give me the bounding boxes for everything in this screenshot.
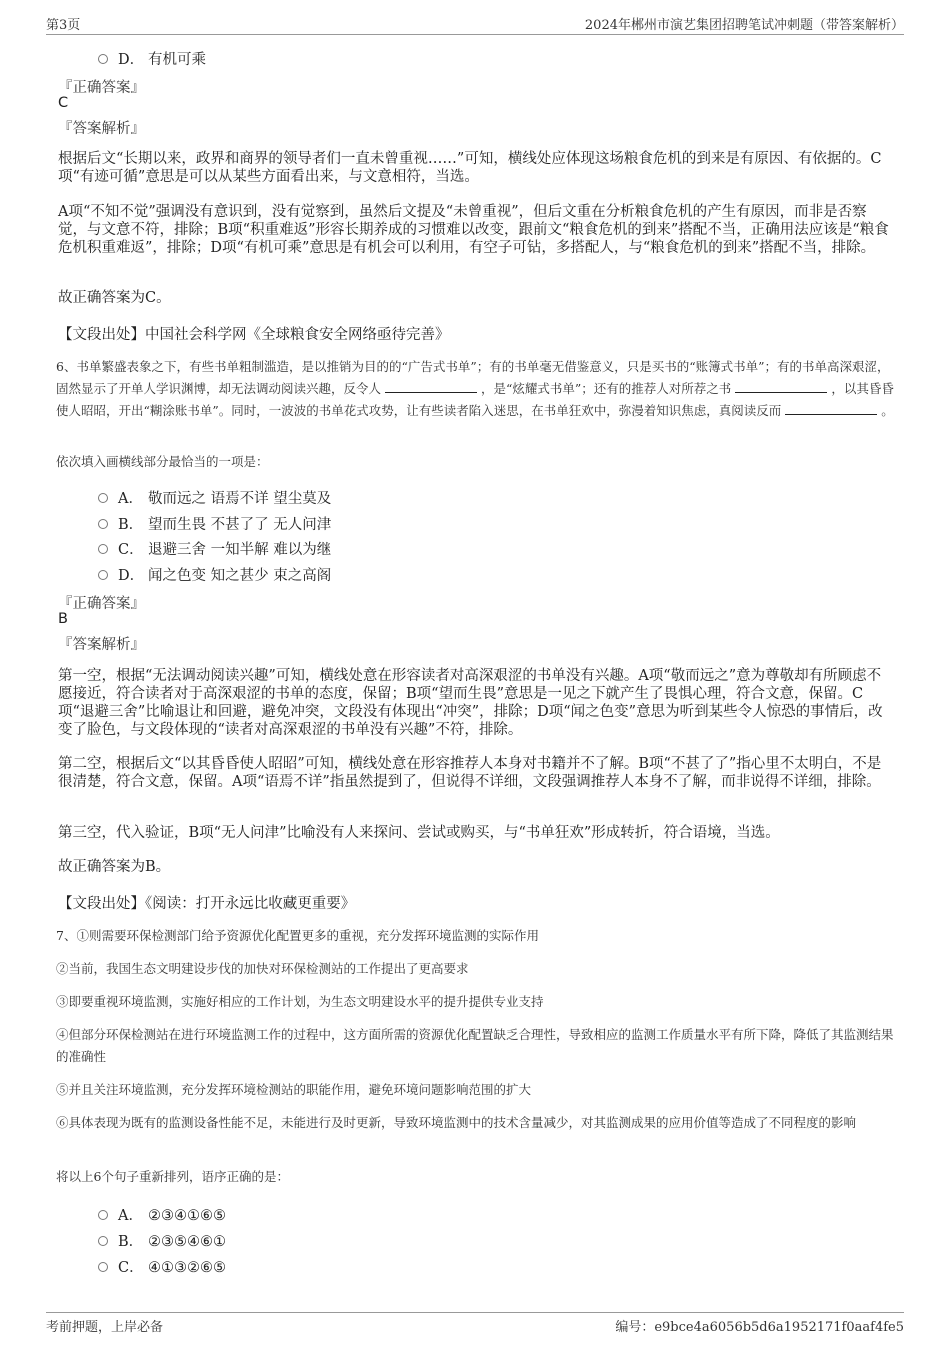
- q6-answer: B: [58, 611, 68, 627]
- q6-analysis-p3: 第三空，代入验证，B项“无人问津”比喻没有人来探问、尝试或购买，与“书单狂欢”形成转折，符合语境，当选。: [58, 825, 780, 841]
- q6-option-c[interactable]: C． 退避三舍 一知半解 难以为继: [98, 538, 331, 559]
- q5-analysis-p2: A项“不知不觉”强调没有意识到，没有觉察到，虽然后文提及“未曾重视”，但后文重在分析粮食危机的产生有原因，而非是否察觉，与文意不符，排除；B项“积重难返”形容长期养成的习惯难以改变，跟前文“粮食危机的到来”搭配不当，正确用法应该是“粮食危机积重难返”，排除；D项“有机可乘”意思是有机会可以利用，有空子可钻，多搭配人，与“粮食危机的到来”搭配不当，排除。: [58, 204, 889, 256]
- blank-3: [785, 402, 877, 415]
- q6-option-d[interactable]: D． 闻之色变 知之甚少 束之高阁: [98, 564, 331, 585]
- document-title: 2024年郴州市演艺集团招聘笔试冲刺题（带答案解析）: [584, 18, 904, 33]
- q7-option-b[interactable]: B． ②③⑤④⑥①: [98, 1230, 226, 1251]
- page-number: 第3页: [46, 18, 81, 33]
- footer-slogan: 考前押题，上岸必备: [46, 1320, 164, 1335]
- q7-sentence-5: ⑤并且关注环境监测，充分发挥环境检测站的职能作用，避免环境问题影响范围的扩大: [56, 1082, 532, 1097]
- radio-icon[interactable]: [98, 544, 108, 554]
- radio-icon[interactable]: [98, 1262, 108, 1272]
- q5-answer: C: [58, 95, 69, 111]
- q6-stem: 6、书单繁盛表象之下，有些书单粗制滥造，是以推销为目的的“广告式书单”；有的书单毫无借鉴意义，只是买书的“账簿式书单”；有的书单高深艰涩，固然显示了开单人学识渊博，却无法调动阅读兴趣，反令人 ，是“炫耀式书单”；还有的推荐人对所荐之书 ，以其昏昏使人昭昭，开出“糊涂账书单”。同时，一波波的书单花式攻势，让有些读者陷入迷思，在书单狂欢中，弥漫着知识焦虑，真阅读反而 。: [56, 359, 894, 418]
- q6-option-b[interactable]: B． 望而生畏 不甚了了 无人问津: [98, 513, 331, 534]
- q6-analysis-p1: 第一空，根据“无法调动阅读兴趣”可知，横线处意在形容读者对高深艰涩的书单没有兴趣。A项“敬而远之”意为尊敬却有所顾虑不愿接近，符合读者对于高深艰涩的书单的态度，保留；B项“望而生畏”意思是一见之下就产生了畏惧心理，符合文意，保留。C项“退避三舍”比喻退让和回避，避免冲突，文段没有体现出“冲突”，排除；D项“闻之色变”意思为听到某些令人惊恐的事情后，改变了脸色，与文段体现的“读者对高深艰涩的书单没有兴趣”不符，排除。: [58, 668, 883, 738]
- blank-1: [385, 380, 477, 393]
- q7-sentence-4: ④但部分环保检测站在进行环境监测工作的过程中，这方面所需的资源优化配置缺乏合理性，导致相应的监测工作质量水平有所下降，降低了其监测结果的准确性: [56, 1027, 894, 1064]
- q7-option-c[interactable]: C． ④①③②⑥⑤: [98, 1256, 226, 1277]
- q6-analysis-label: 『答案解析』: [58, 637, 145, 653]
- q6-option-a[interactable]: A． 敬而远之 语焉不详 望尘莫及: [98, 487, 331, 508]
- q6-answer-label: 『正确答案』: [58, 596, 145, 612]
- q7-sentence-1: 7、①则需要环保检测部门给予资源优化配置更多的重视，充分发挥环境监测的实际作用: [56, 928, 539, 943]
- q6-analysis-p4: 故正确答案为B。: [58, 859, 171, 875]
- q6-prompt: 依次填入画横线部分最恰当的一项是：: [56, 454, 269, 469]
- page-header: [46, 12, 904, 35]
- q5-analysis-p3: 故正确答案为C。: [58, 290, 171, 306]
- q7-prompt: 将以上6个句子重新排列，语序正确的是：: [56, 1169, 289, 1184]
- page-footer: [46, 1312, 904, 1335]
- q7-sentence-6: ⑥具体表现为既有的监测设备性能不足，未能进行及时更新，导致环境监测中的技术含量减少，对其监测成果的应用价值等造成了不同程度的影响: [56, 1115, 857, 1130]
- q5-analysis-p1: 根据后文“长期以来，政界和商界的领导者们一直未曾重视……”可知，横线处应体现这场粮食危机的到来是有原因、有依据的。C项“有迹可循”意思是可以从某些方面看出来，与文意相符，当选。: [58, 151, 882, 185]
- q5-analysis-label: 『答案解析』: [58, 121, 145, 137]
- radio-icon[interactable]: [98, 519, 108, 529]
- radio-icon[interactable]: [98, 493, 108, 503]
- q7-option-a[interactable]: A． ②③④①⑥⑤: [98, 1204, 226, 1225]
- blank-2: [735, 380, 827, 393]
- q7-sentence-2: ②当前，我国生态文明建设步伐的加快对环保检测站的工作提出了更高要求: [56, 961, 469, 976]
- radio-icon[interactable]: [98, 1236, 108, 1246]
- document-code: 编号：e9bce4a6056b5d6a1952171f0aaf4fe5: [615, 1320, 904, 1335]
- radio-icon[interactable]: [98, 54, 108, 64]
- radio-icon[interactable]: [98, 1210, 108, 1220]
- q5-source: 【文段出处】中国社会科学网《全球粮食安全网络亟待完善》: [58, 327, 450, 343]
- q6-analysis-p2: 第二空，根据后文“以其昏昏使人昭昭”可知，横线处意在形容推荐人本身对书籍并不了解。B项“不甚了了”指心里不太明白，不是很清楚，符合文意，保留。A项“语焉不详”指虽然提到了，但说得不详细，文段强调推荐人本身不了解，而非说得不详细，排除。: [58, 756, 882, 790]
- q5-option-d[interactable]: D． 有机可乘: [98, 48, 206, 69]
- q6-source: 【文段出处】《阅读：打开永远比收藏更重要》: [58, 896, 356, 912]
- q7-sentence-3: ③即要重视环境监测，实施好相应的工作计划，为生态文明建设水平的提升提供专业支持: [56, 994, 544, 1009]
- q5-answer-label: 『正确答案』: [58, 80, 145, 96]
- radio-icon[interactable]: [98, 570, 108, 580]
